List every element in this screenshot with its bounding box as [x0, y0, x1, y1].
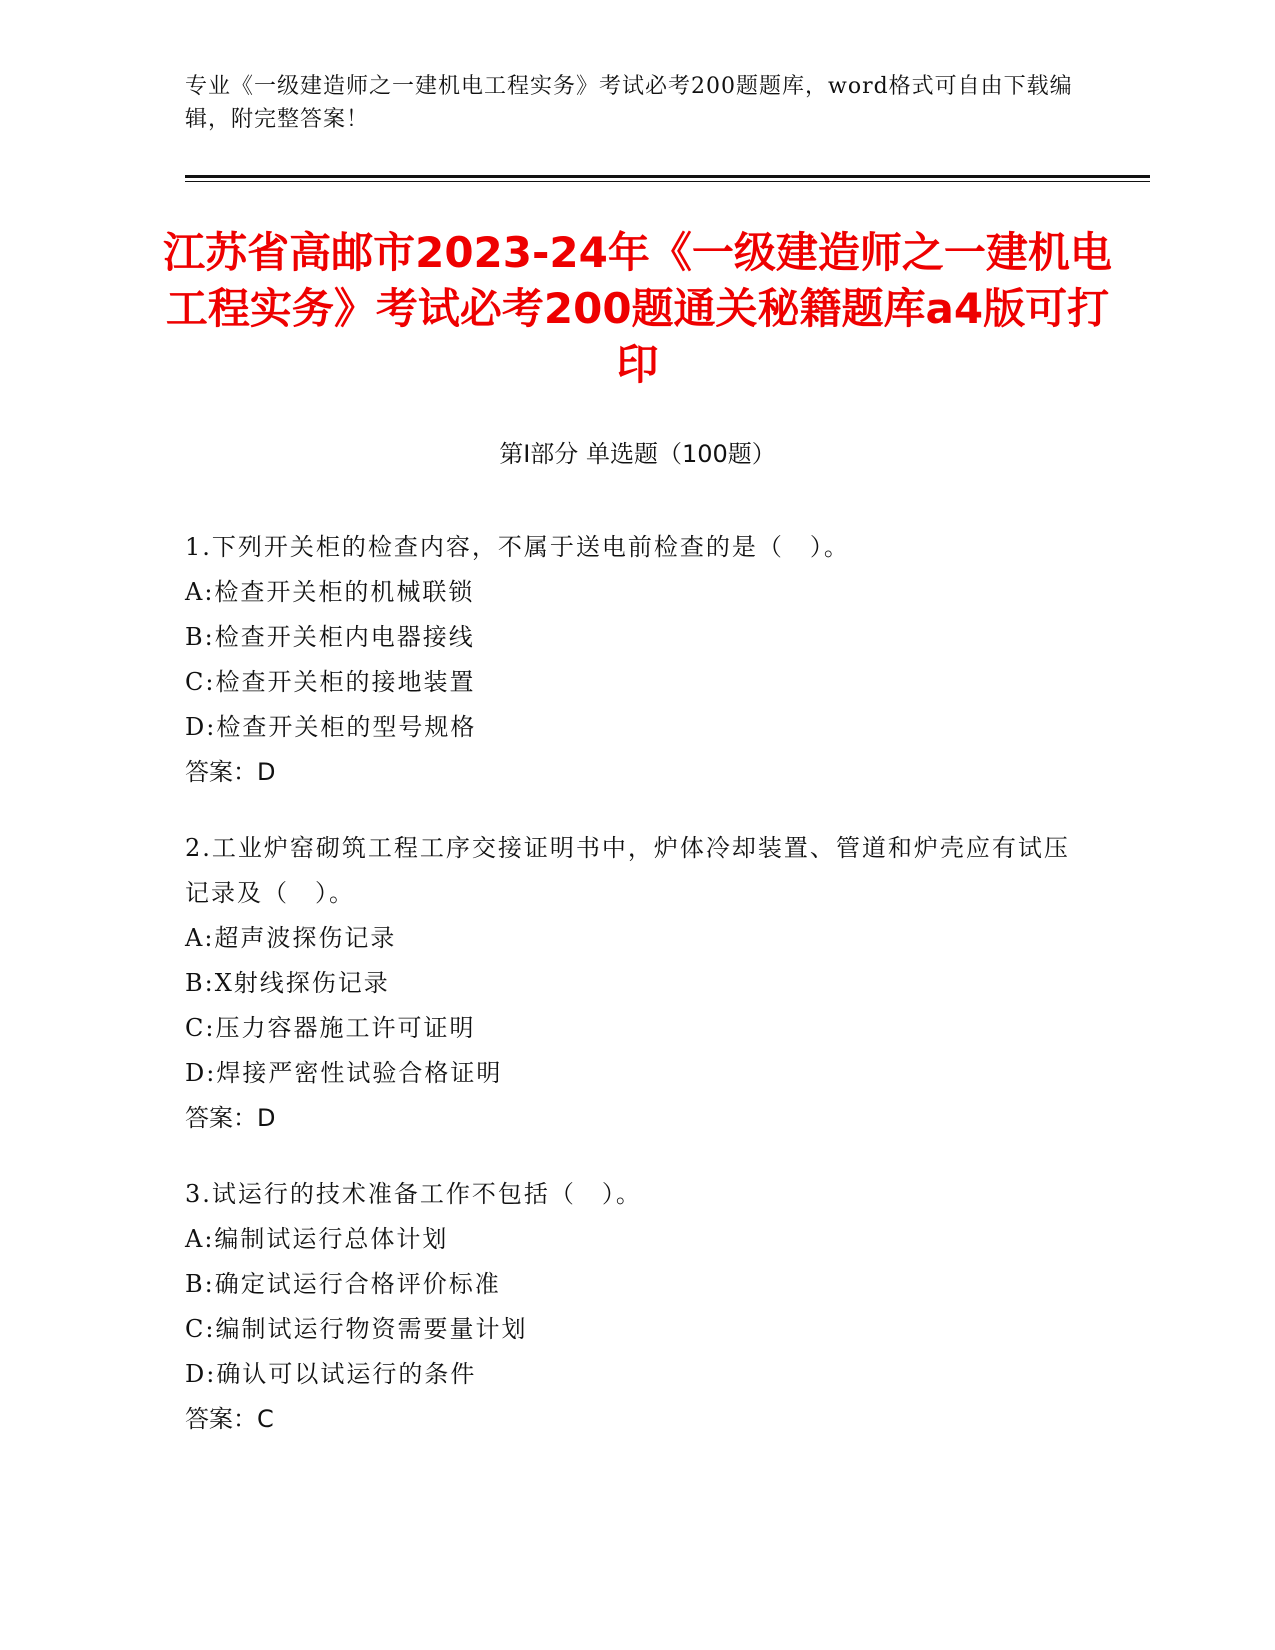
option-a: A:编制试运行总体计划 [185, 1225, 449, 1253]
question-stem: 2.工业炉窑砌筑工程工序交接证明书中，炉体冷却装置、管道和炉壳应有试压记录及（ ）。 [185, 834, 1070, 907]
option-d: D:检查开关柜的型号规格 [185, 713, 477, 741]
section-title: 第I部分 单选题（100题） [499, 440, 776, 468]
question-2 [185, 826, 1085, 1141]
option-b: B:检查开关柜内电器接线 [185, 623, 475, 651]
option-d: D:焊接严密性试验合格证明 [185, 1059, 503, 1087]
answer: 答案：C [185, 1405, 274, 1433]
option-a: A:检查开关柜的机械联锁 [185, 578, 475, 606]
question-1 [185, 525, 1085, 795]
header-note: 专业《一级建造师之一建机电工程实务》考试必考200题题库，word格式可自由下载编辑，附完整答案！ [185, 74, 1073, 132]
question-list [185, 525, 1085, 1473]
question-stem: 1.下列开关柜的检查内容，不属于送电前检查的是（ ）。 [185, 533, 850, 561]
option-c: C:编制试运行物资需要量计划 [185, 1315, 528, 1343]
question-stem: 3.试运行的技术准备工作不包括（ ）。 [185, 1180, 642, 1208]
option-c: C:压力容器施工许可证明 [185, 1014, 476, 1042]
option-b: B:X射线探伤记录 [185, 969, 390, 997]
option-d: D:确认可以试运行的条件 [185, 1360, 477, 1388]
option-b: B:确定试运行合格评价标准 [185, 1270, 501, 1298]
option-c: C:检查开关柜的接地装置 [185, 668, 476, 696]
document-title: 江苏省高邮市2023-24年《一级建造师之一建机电工程实务》考试必考200题通关秘籍题库a4版可打印 [163, 228, 1112, 389]
answer: 答案：D [185, 1104, 276, 1132]
answer: 答案：D [185, 758, 276, 786]
option-a: A:超声波探伤记录 [185, 924, 397, 952]
question-3 [185, 1172, 1085, 1442]
header-divider-thick [185, 175, 1150, 178]
header-divider-thin [185, 181, 1150, 182]
